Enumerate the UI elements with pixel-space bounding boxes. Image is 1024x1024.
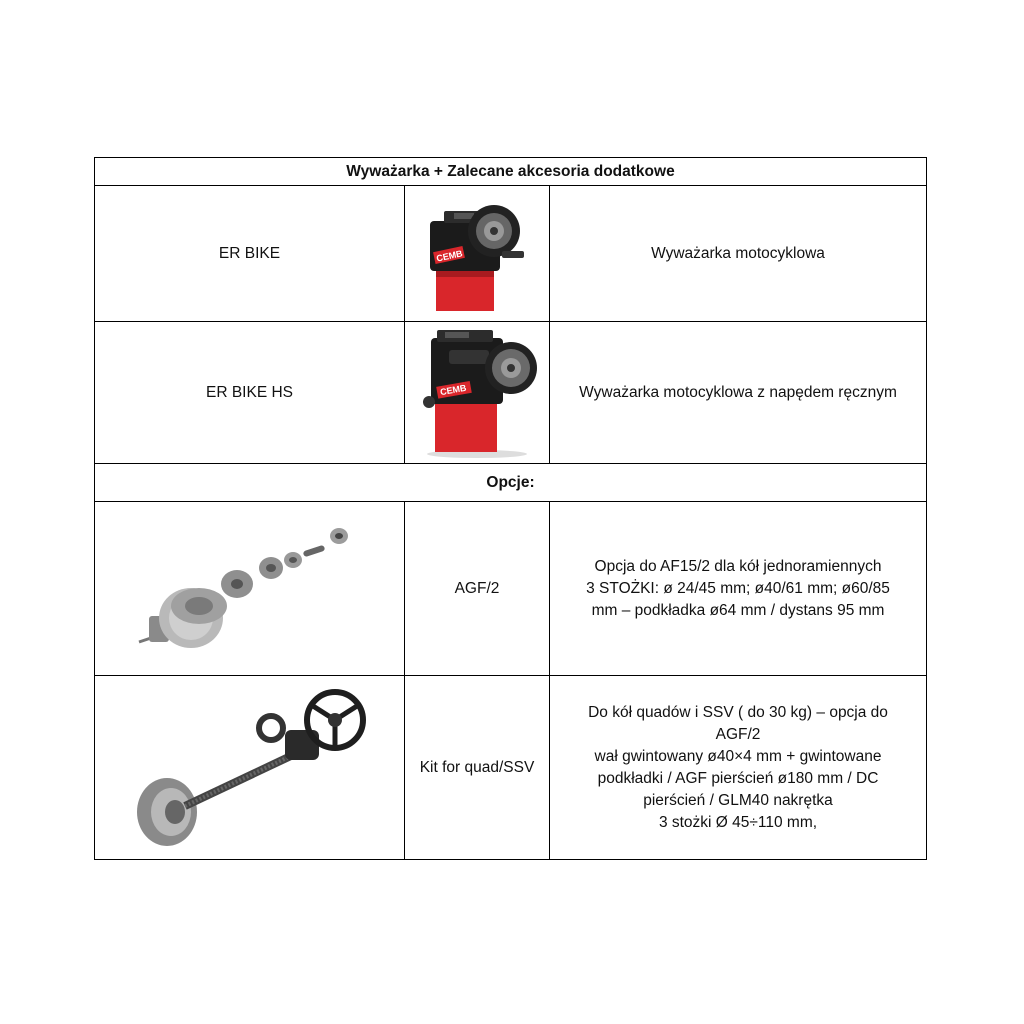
option-description: Do kół quadów i SSV ( do 30 kg) – opcja do AGF/2 wał gwintowany ø40×4 mm + gwintowane podkładki / AGF pierścień ø180 mm / DC pierścień / GLM40 nakrętka 3 stożki Ø 45÷110 mm, [550,676,927,860]
option-code: Kit for quad/SSV [405,676,550,860]
product-description: Wyważarka motocyklowa z napędem ręcznym [550,322,927,464]
table-row [95,186,927,322]
table-row [95,502,927,676]
cemb-logo: CEMB [435,247,464,264]
options-header: Opcje: [95,464,927,502]
product-description: Wyważarka motocyklowa [550,186,927,322]
product-name: ER BIKE [95,186,405,322]
motorcycle-wheel-balancer-icon [414,191,540,317]
motorcycle-wheel-balancer-hs-icon [413,326,541,460]
threaded-shaft-kit-icon [125,688,375,848]
cemb-logo: CEMB [439,382,468,397]
option-code: AGF/2 [405,502,550,676]
table-row [95,322,927,464]
option-description: Opcja do AF15/2 dla kół jednoramiennych 3 STOŻKI: ø 24/45 mm; ø40/61 mm; ø60/85 mm – podkładka ø64 mm / dystans 95 mm [550,502,927,676]
table-row [95,676,927,860]
cones-adapter-kit-icon [135,524,365,654]
table-title: Wyważarka + Zalecane akcesoria dodatkowe [95,158,927,186]
product-name: ER BIKE HS [95,322,405,464]
accessories-table [94,157,927,860]
